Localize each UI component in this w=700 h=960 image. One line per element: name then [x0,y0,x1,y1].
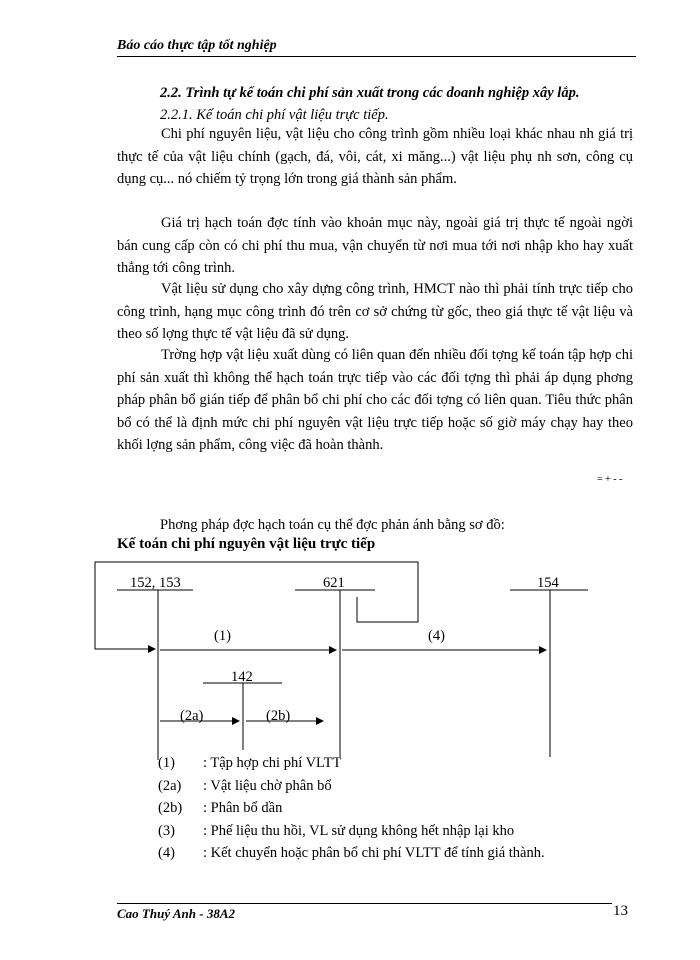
legend-text: : Kết chuyển hoặc phân bổ chi phí VLTT để tính giá thành. [203,845,545,862]
legend-text: : Phế liệu thu hồi, VL sử dụng không hết nhập lại kho [203,822,515,839]
legend-text: : Vật liệu chờ phân bổ [203,777,332,794]
paragraph-2: Giá trị hạch toán đợc tính vào khoản mục này, ngoài giá trị thực tế ngoài ngời bán cung cấp còn có chi phí thu mua, vận chuyển từ nơi mua tới nơi nhập kho hay xuất thẳng tới công trình. [117,215,633,276]
section-heading: 2.2. Trình tự kế toán chi phí sản xuất trong các doanh nghiệp xây lắp. [160,85,580,101]
page-header-title: Báo cáo thực tập tốt nghiệp [117,38,277,53]
page-number: 13 [613,903,628,919]
legend-text: : Tập hợp chi phí VLTT [203,755,342,771]
section-subheading: 2.2.1. Kế toán chi phí vật liệu trực tiếp. [160,107,389,123]
stray-marks: = + - - [597,474,623,485]
legend-code: (4) [158,845,175,862]
diagram-legend [158,752,545,865]
legend-row [158,775,545,798]
arrow-label-1: (1) [214,628,231,644]
account-label-621: 621 [323,575,345,591]
legend-row [158,752,545,775]
legend-row [158,820,545,843]
legend-code: (3) [158,822,175,839]
diagram-intro: Phơng pháp đợc hạch toán cụ thể đợc phản ánh bằng sơ đồ: [160,517,505,533]
legend-text: : Phân bổ dần [203,800,283,817]
footer-author: Cao Thuý Anh - 38A2 [117,906,235,921]
legend-code: (1) [158,755,175,771]
legend-code: (2a) [158,777,182,794]
legend-row [158,797,545,820]
arrow-label-4: (4) [428,628,445,644]
arrow-label-2b: (2b) [266,708,291,724]
footer-rule [117,903,612,904]
account-label-142: 142 [231,669,253,685]
legend-code: (2b) [158,800,183,817]
account-label-152-153: 152, 153 [130,575,181,591]
arrow-label-2a: (2a) [180,708,204,724]
paragraph-4: Trờng hợp vật liệu xuất dùng có liên quan đến nhiều đối tợng kế toán tập hợp chi phí sản xuất thì không thể hạch toán trực tiếp vào các đối tợng thì phải áp dụng phơng pháp phân bổ gián tiếp để phân bổ chi phí cho các đối tợng có liên quan. Tiêu thức phân bổ có thể là định mức chi phí nguyên vật liệu trực tiếp hoặc số giờ máy chạy hay theo khối lợng sản phẩm, công việc đã hoàn thành. [117,347,633,453]
account-label-154: 154 [537,575,559,591]
paragraph-3: Vật liệu sử dụng cho xây dựng công trình, HMCT nào thì phải tính trực tiếp cho công trình, hạng mục công trình đó trên cơ sở chứng từ gốc, theo giá thực tế vật liệu và theo số lợng thực tế vật liệu đã sử dụng. [117,281,633,342]
legend-row [158,842,545,865]
paragraph-1: Chi phí nguyên liệu, vật liệu cho công trình gồm nhiều loại khác nhau nh giá trị thực tế của vật liệu chính (gạch, đá, vôi, cát, xi măng...) vật liệu phụ nh sơn, công cụ dụng cụ... nó chiếm tỷ trọng lớn trong giá thành sản phẩm. [117,126,633,187]
diagram-title: Kế toán chi phí nguyên vật liệu trực tiếp [117,536,376,552]
